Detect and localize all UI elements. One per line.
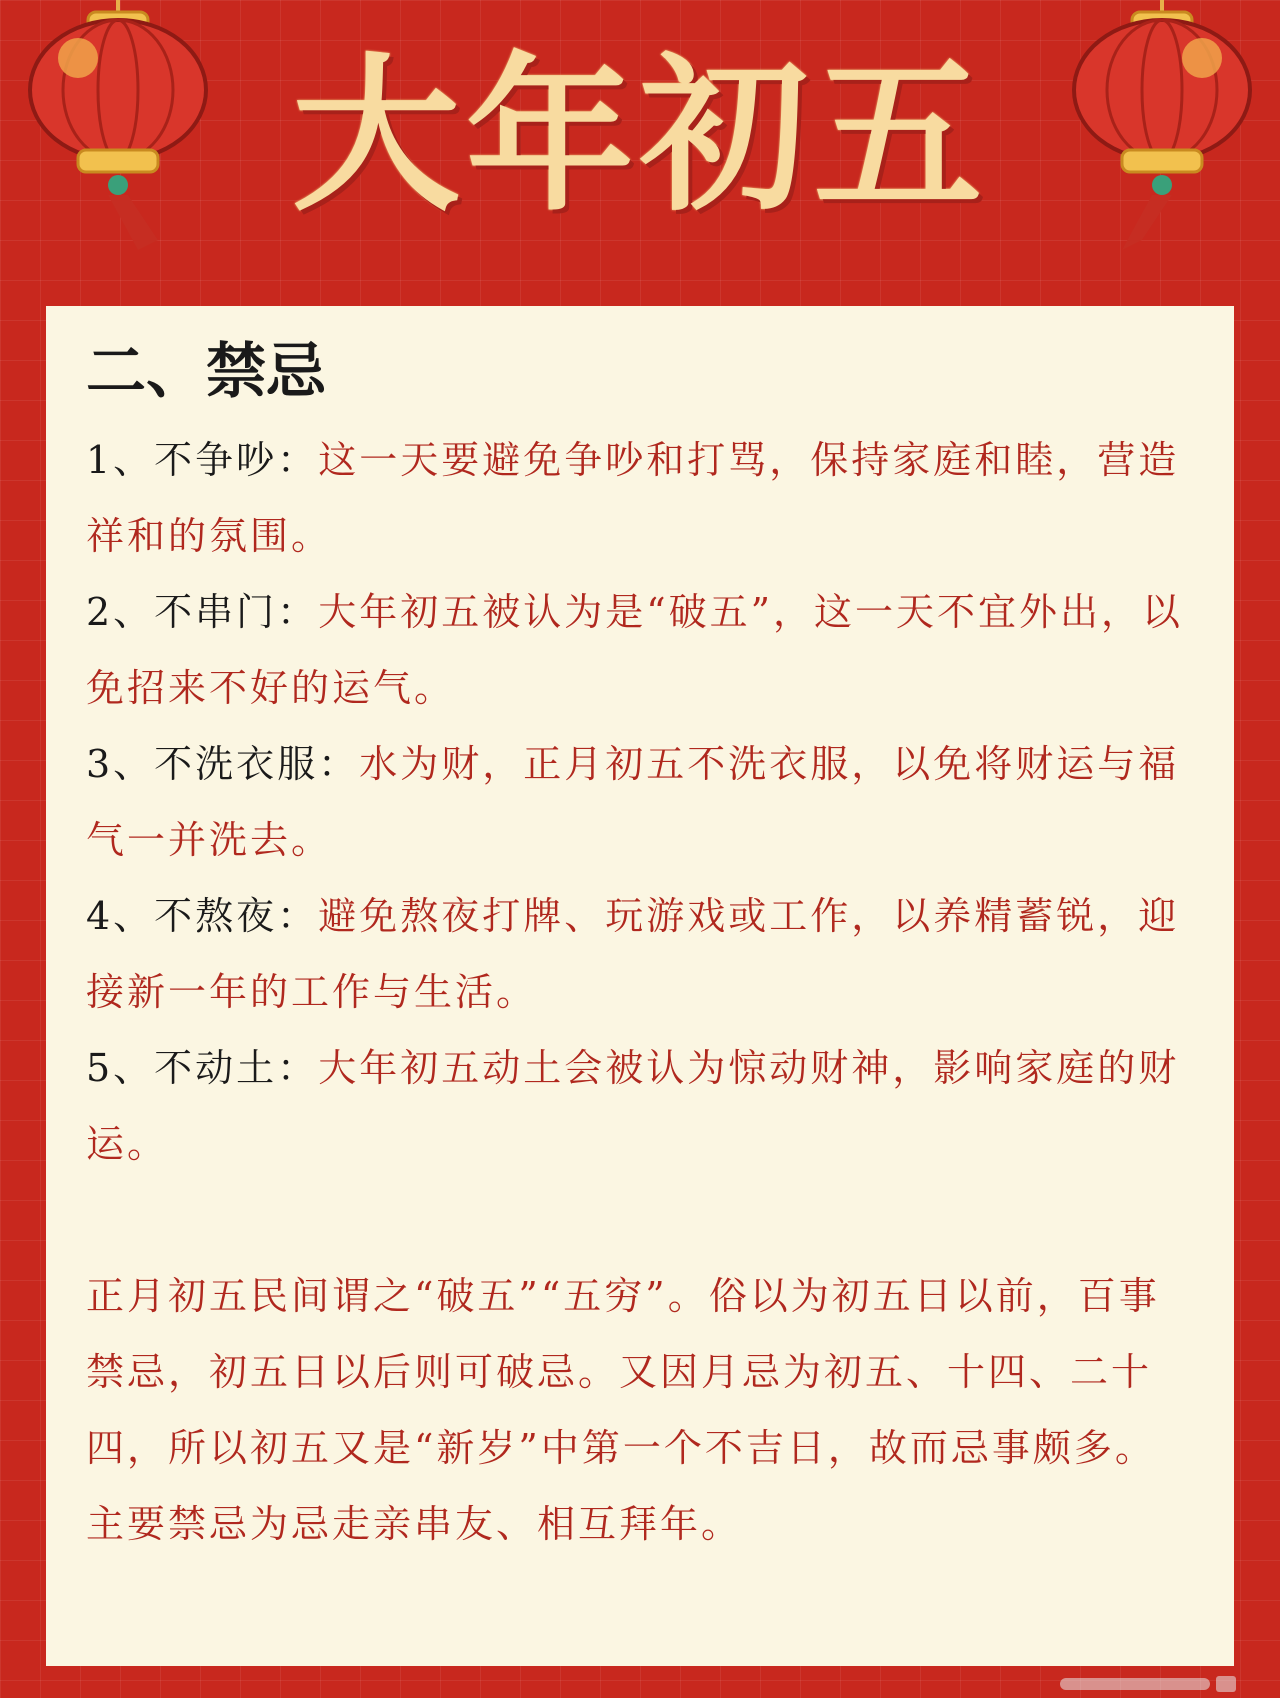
item-text: 水为财，正月初五不洗衣服，以免将财运与福气一并洗去。: [86, 742, 1180, 862]
item-label: 3、不洗衣服：: [86, 742, 360, 786]
list-item: [86, 422, 1186, 574]
item-text: 避免熬夜打牌、玩游戏或工作，以养精蓄锐，迎接新一年的工作与生活。: [86, 894, 1180, 1014]
list-item: [86, 1030, 1186, 1182]
list-item: [86, 574, 1186, 726]
content-card: [46, 306, 1234, 1666]
list-item: [86, 726, 1186, 878]
item-label: 2、不串门：: [86, 590, 319, 634]
item-text: 大年初五被认为是“破五”，这一天不宜外出，以免招来不好的运气。: [86, 590, 1184, 710]
item-label: 5、不动土：: [86, 1046, 319, 1090]
page-title: 大年初五: [292, 38, 988, 234]
item-text: 这一天要避免争吵和打骂，保持家庭和睦，营造祥和的氛围。: [86, 438, 1180, 558]
list-item: [86, 878, 1186, 1030]
section-heading: 二、禁忌: [86, 337, 326, 407]
item-label: 4、不熬夜：: [86, 894, 319, 938]
watermark-icon: [1060, 1674, 1240, 1694]
item-label: 1、不争吵：: [86, 438, 319, 482]
item-text: 大年初五动土会被认为惊动财神，影响家庭的财运。: [86, 1046, 1180, 1166]
summary-paragraph: 正月初五民间谓之“破五”“五穷”。俗以为初五日以前，百事禁忌，初五日以后则可破忌。又因月忌为初五、十四、二十四，所以初五又是“新岁”中第一个不吉日，故而忌事颇多。主要禁忌为忌走亲串友、相互拜年。: [86, 1274, 1160, 1546]
